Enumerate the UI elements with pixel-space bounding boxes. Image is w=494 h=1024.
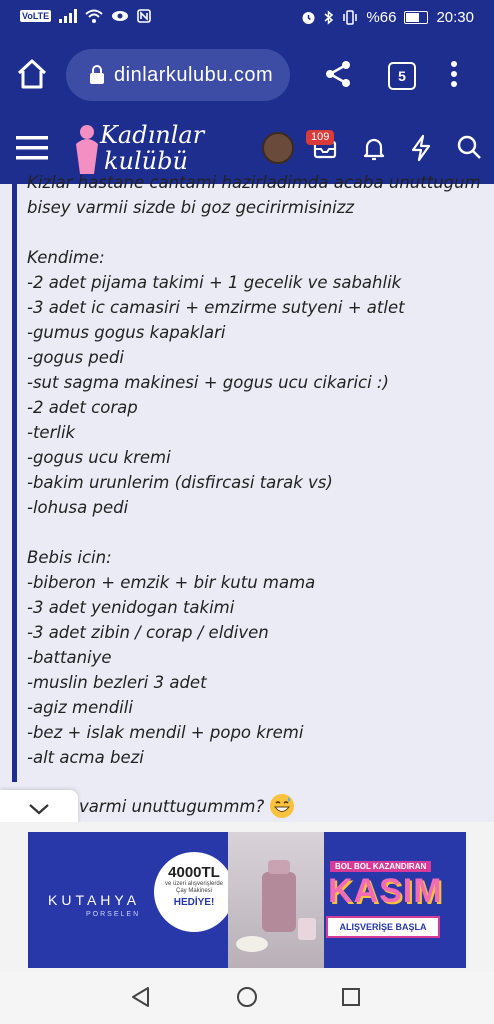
battery-percent: %66	[366, 9, 397, 26]
post-line: -battaniye	[27, 648, 112, 667]
recent-apps-icon[interactable]	[341, 987, 361, 1007]
post-line: -muslin bezleri 3 adet	[27, 673, 207, 692]
home-circle-icon[interactable]	[236, 986, 258, 1008]
vibrate-icon	[342, 10, 358, 25]
status-time: 20:30	[436, 9, 474, 26]
post-line: Kizlar hastane cantami hazirladimda acaba unuttugum	[27, 173, 481, 192]
post-line: -3 adet zibin / corap / eldiven	[27, 623, 269, 642]
ad-brand-sub: PORSELEN	[86, 911, 141, 918]
quote-bar	[12, 184, 17, 782]
ad-product-photo	[228, 832, 324, 968]
ad-cta-button[interactable]: ALIŞVERİŞE BAŞLA	[326, 916, 440, 938]
ad-tag: BOL BOL KAZANDIRAN	[330, 861, 431, 872]
hamburger-menu-icon[interactable]	[16, 134, 48, 162]
back-icon[interactable]	[130, 986, 152, 1008]
post-line: -alt acma bezi	[27, 748, 144, 767]
ad-promo-gift: HEDİYE!	[173, 897, 215, 908]
ad-promo-amount: 4000TL	[168, 864, 220, 881]
post-line: -sut sagma makinesi + gogus ucu cikarici :)	[27, 373, 389, 392]
post-line: -bez + islak mendil + popo kremi	[27, 723, 304, 742]
ad-headline: KASIM	[328, 872, 443, 910]
volte-indicator: VoLTE	[22, 11, 50, 21]
post-line: -2 adet corap	[27, 398, 138, 417]
ad-promo-line-1: ve üzeri alışverişlerde	[164, 881, 224, 887]
post-line: -3 adet yenidogan takimi	[27, 598, 235, 617]
search-icon[interactable]	[456, 134, 482, 160]
wifi-icon	[85, 9, 103, 23]
home-icon[interactable]	[14, 56, 50, 92]
post-line: -gumus gogus kapaklari	[27, 323, 226, 342]
post-blank-line	[27, 220, 489, 245]
bell-icon[interactable]	[362, 136, 386, 162]
bluetooth-icon	[324, 10, 334, 25]
user-avatar[interactable]	[262, 132, 294, 164]
overflow-menu-icon[interactable]	[444, 58, 464, 90]
share-icon[interactable]	[322, 58, 354, 90]
post-line: Bebis icin:	[27, 548, 112, 567]
chevron-down-icon	[27, 801, 51, 817]
post-line: -biberon + emzik + bir kutu mama	[27, 573, 316, 592]
browser-chrome	[0, 0, 494, 112]
system-nav-bar	[0, 972, 494, 1024]
post-line: -gogus ucu kremi	[27, 448, 171, 467]
post-blank-line	[27, 520, 489, 545]
grinning-sweat-emoji-icon	[270, 794, 294, 818]
ad-area	[0, 822, 494, 972]
logo-line-2: kulübü	[104, 147, 188, 175]
post-body	[27, 170, 489, 770]
status-bar	[0, 0, 494, 36]
post-line: -terlik	[27, 423, 76, 442]
post-line: Kendime:	[27, 248, 105, 267]
lock-icon	[88, 65, 106, 85]
signal-icon	[59, 9, 77, 23]
address-bar[interactable]	[66, 49, 290, 101]
post-last-line-text: varmi unuttugummm?	[79, 796, 265, 816]
ad-promo-line-2: Çay Makinesi	[175, 888, 212, 894]
ad-promo-badge	[154, 852, 234, 932]
post-last-line	[79, 794, 294, 818]
lightning-icon[interactable]	[409, 134, 433, 162]
url-text: dinlarkulubu.com	[114, 63, 274, 86]
post-line: -2 adet pijama takimi + 1 gecelik ve sabahlik	[27, 273, 402, 292]
post-line: -lohusa pedi	[27, 498, 129, 517]
ad-banner[interactable]	[28, 832, 466, 968]
post-line: -agiz mendili	[27, 698, 133, 717]
battery-icon	[404, 11, 428, 24]
post-quote	[0, 173, 494, 822]
tab-switcher-button[interactable]: 5	[388, 62, 416, 90]
alarm-icon	[301, 10, 316, 25]
browser-toolbar	[0, 42, 494, 108]
logo-line-1: Kadınlar	[100, 121, 205, 149]
post-line: -bakim urunlerim (disfircasi tarak vs)	[27, 473, 333, 492]
notification-count-badge: 109	[306, 130, 334, 145]
post-line: -3 adet ic camasiri + emzirme sutyeni + atlet	[27, 298, 405, 317]
nfc-icon	[137, 9, 151, 23]
ad-brand: KUTAHYA	[48, 892, 141, 908]
eye-icon	[111, 9, 129, 23]
post-line: -gogus pedi	[27, 348, 124, 367]
post-line: bisey varmii sizde bi goz gecirirmisinizz	[27, 198, 355, 217]
